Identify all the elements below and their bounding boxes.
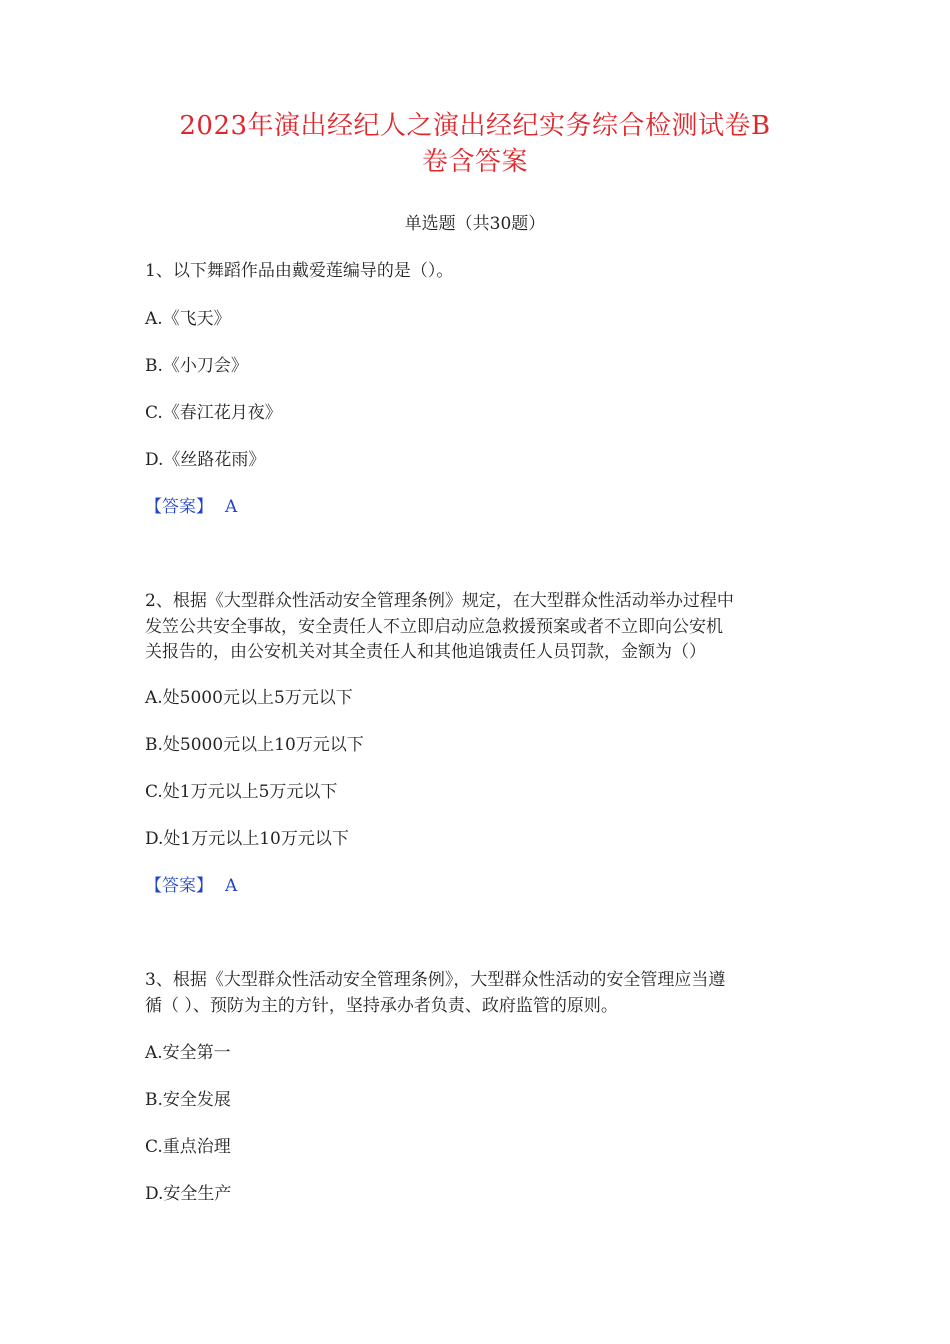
section-header: 单选题（共30题） (404, 214, 546, 234)
question-1-answer (145, 494, 237, 520)
question-3-stem-line-2: 循（ ）、预防为主的方针，坚持承办者负责、政府监管的原则。 (145, 996, 618, 1016)
question-1-option-b: B.《小刀会》 (145, 356, 248, 376)
question-1-option-a: A.《飞天》 (145, 309, 231, 329)
question-1-stem: 1、以下舞蹈作品由戴爱莲编导的是（）。 (145, 261, 454, 281)
title-line-1: 2023年演出经纪人之演出经纪实务综合检测试卷B (179, 111, 771, 141)
question-3-option-d: D.安全生产 (145, 1184, 232, 1204)
question-3-option-c: C.重点治理 (145, 1137, 231, 1157)
title-line-2: 卷含答案 (421, 147, 528, 177)
question-3-option-a: A.安全第一 (145, 1043, 231, 1063)
question-2-stem-line-3: 关报告的，由公安机关对其全责任人和其他追饿责任人员罚款，金额为（） (145, 642, 706, 662)
question-1-option-d: D.《丝路花雨》 (145, 450, 266, 470)
answer-value: A (225, 497, 238, 517)
question-3-option-b: B.安全发展 (145, 1090, 231, 1110)
question-2-option-b: B.处5000元以上10万元以下 (145, 735, 364, 755)
question-2-stem-line-2: 发笠公共安全事故，安全责任人不立即启动应急救援预案或者不立即向公安机 (145, 617, 723, 637)
answer-label: 【答案】 (145, 497, 213, 517)
question-2-option-a: A.处5000元以上5万元以下 (145, 688, 353, 708)
answer-value: A (225, 876, 238, 896)
question-2-answer (145, 873, 237, 899)
question-3-stem-line-1: 3、根据《大型群众性活动安全管理条例》，大型群众性活动的安全管理应当遵 (145, 970, 726, 990)
answer-label: 【答案】 (145, 876, 213, 896)
document-title (100, 108, 850, 180)
question-2-option-c: C.处1万元以上5万元以下 (145, 782, 338, 802)
question-2-stem-line-1: 2、根据《大型群众性活动安全管理条例》规定，在大型群众性活动举办过程中 (145, 591, 734, 611)
question-2-option-d: D.处1万元以上10万元以下 (145, 829, 349, 849)
question-1-option-c: C.《春江花月夜》 (145, 403, 282, 423)
